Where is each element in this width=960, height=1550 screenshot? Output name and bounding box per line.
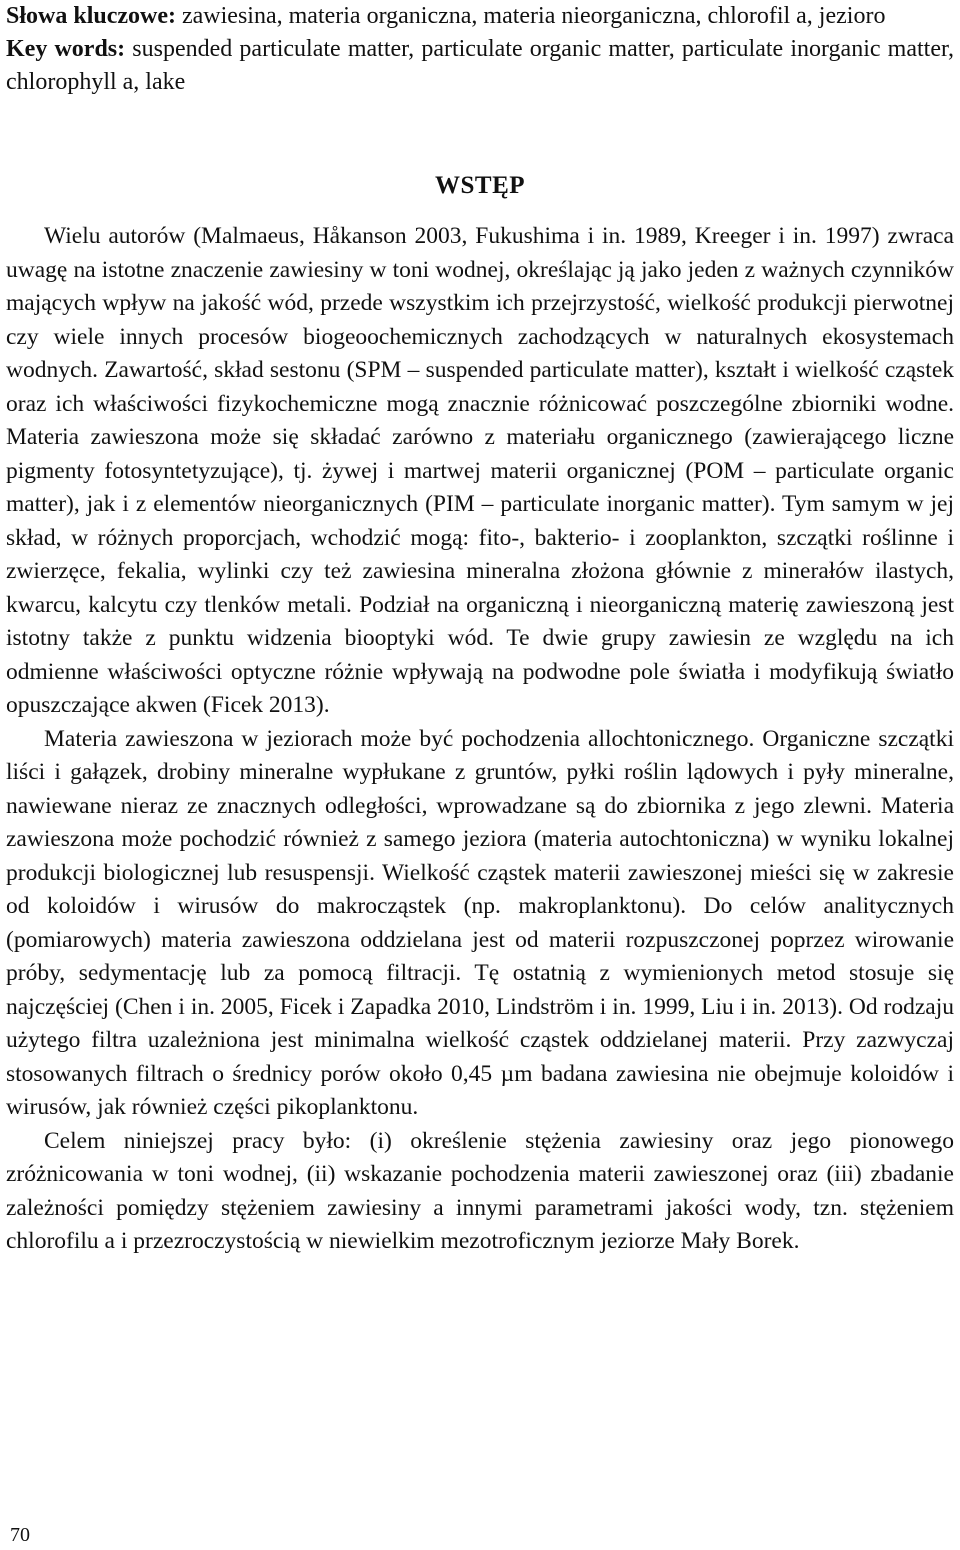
paragraph-origin: Materia zawieszona w jeziorach może być pochodzenia allochtonicznego. Organiczne szczątki liści i gałązek, drobiny mineralne wypłukane z gruntów, pyłki roślin lądowych i pyły mineralne, nawiewane nieraz ze znacznych odległości, wprowadzane są do zbiornika z jego zlewni. Materia zawieszona może pochodzić również z samego jeziora (materia autochtoniczna) w wyniku lokalnej produkcji biologicznej lub resuspensji. Wielkość cząstek materii zawieszonej mieści się w zakresie od koloidów i wirusów do makrocząstek (np. makroplanktonu). Do celów analitycznych (pomiarowych) materia zawieszona oddzielana jest od materii rozpuszczonej poprzez wirowanie próby, sedymentację lub za pomocą filtracji. Tę ostatnią z wymienionych metod stosuje się najczęściej (Chen i in. 2005, Ficek i Zapadka 2010, Lindström i in. 1999, Liu i in. 2013). Od rodzaju użytego filtra uzależniona jest minimalna wielkość cząstek oddzielanej materii. Przy zazwyczaj stosowanych filtrach o średnicy porów około 0,45 µm badana zawiesina nie obejmuje koloidów i wirusów, jak również części pikoplanktonu. — [6, 725, 954, 1120]
keywords-english-label: Key words: — [6, 36, 126, 62]
paragraph-aim: Celem niniejszej pracy było: (i) określenie stężenia zawiesiny oraz jego pionowego zróżnicowania w toni wodnej, (ii) wskazanie pochodzenia materii zawieszonej oraz (iii) zbadanie zależności pomiędzy stężeniem zawiesiny a innymi parametrami jakości wody, tzn. stężeniem chlorofilu a i przezroczystością w niewielkim mezotroficznym jeziorze Mały Borek. — [6, 1127, 954, 1254]
keywords-polish-text: zawiesina, materia organiczna, materia nieorganiczna, chlorofil a, jezioro — [182, 3, 886, 29]
page-number: 70 — [10, 1524, 30, 1546]
keywords-polish — [6, 0, 954, 33]
keywords-polish-label: Słowa kluczowe: — [6, 3, 176, 29]
paragraph-introduction: Wielu autorów (Malmaeus, Håkanson 2003, Fukushima i in. 1989, Kreeger i in. 1997) zwraca uwagę na istotne znaczenie zawiesiny w toni wodnej, określając ją jako jeden z ważnych czynników mających wpływ na jakość wód, przede wszystkim ich przejrzystość, wielkość produkcji pierwotnej czy wiele innych procesów biogeoochemicznych zachodzących w naturalnych ekosystemach wodnych. Zawartość, skład sestonu (SPM – suspended particulate matter), kształt i wielkość cząstek oraz ich właściwości fizykochemiczne mogą znacznie różnicować poszczególne zbiorniki wodne. Materia zawieszona może się składać zarówno z materiału organicznego (zawierającego liczne pigmenty fotosyntetyzujące), tj. żywej i martwej materii organicznej (POM – particulate organic matter), jak i z elementów nieorganicznych (PIM – particulate inorganic matter). Tym samym w jej skład, w różnych proporcjach, wchodzić mogą: fito-, bakterio- i zooplankton, szczątki roślinne i zwierzęce, fekalia, wylinki czy też zawiesina mineralna złożona głównie z minerałów ilastych, kwarcu, kalcytu czy tlenków metali. Podział na organiczną i nieorganiczną materię zawieszoną jest istotny także z punktu widzenia biooptyki wód. Te dwie grupy zawiesin ze względu na ich odmienne właściwości optyczne różnie wpływają na podwodne pole światła i modyfikują światło opuszczające akwen (Ficek 2013). — [6, 223, 954, 718]
keywords-english-text: suspended particulate matter, particulate organic matter, particulate inorganic matter, chlorophyll a, lake — [6, 36, 955, 95]
body-text — [6, 220, 954, 1259]
section-heading: WSTĘP — [434, 172, 526, 199]
page-content — [6, 0, 954, 1259]
keywords-english — [6, 33, 954, 99]
